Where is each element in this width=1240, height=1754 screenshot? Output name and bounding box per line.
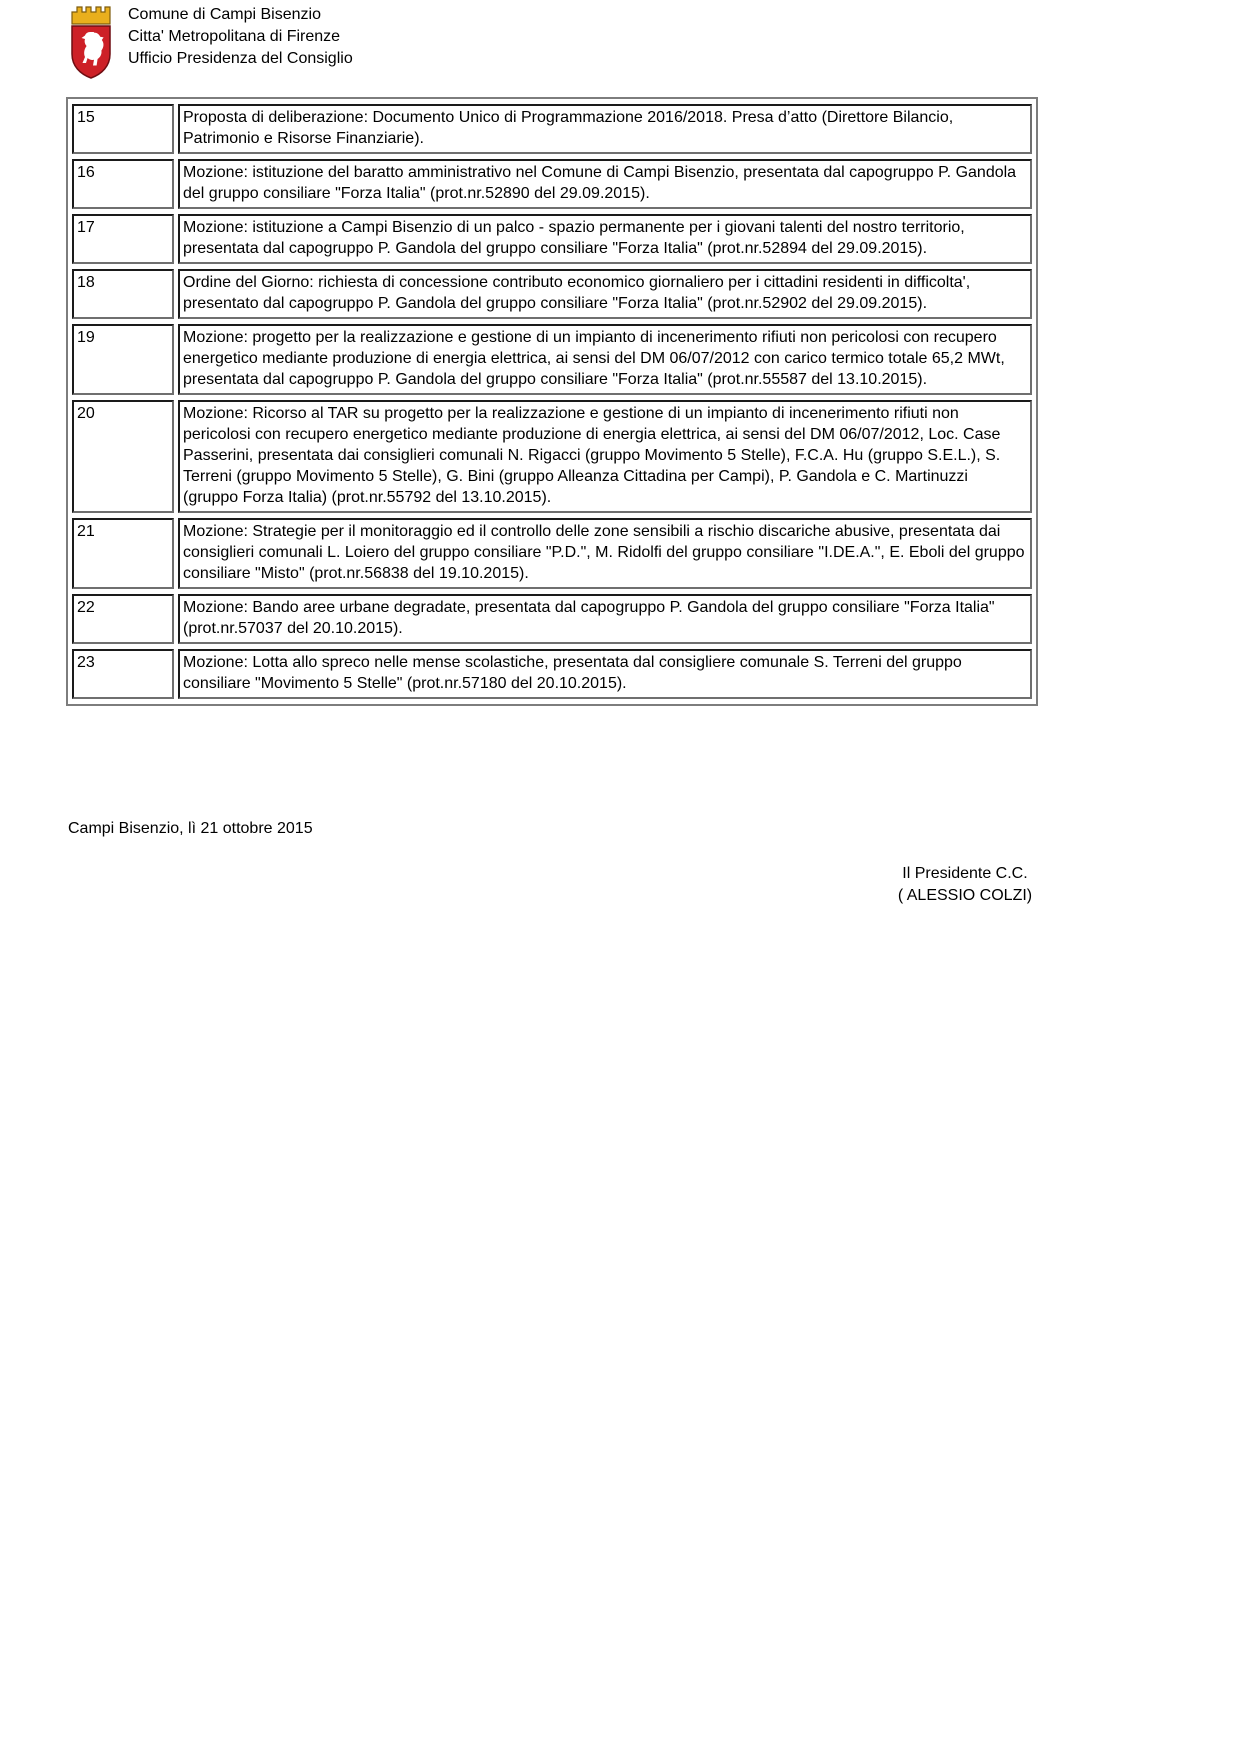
item-text: Mozione: Bando aree urbane degradate, presentata dal capogruppo P. Gandola del gruppo consiliare "Forza Italia" (prot.nr.57037 del 20.10.2015). (178, 594, 1032, 644)
org-line-1: Comune di Campi Bisenzio (128, 6, 321, 23)
item-text: Mozione: istituzione a Campi Bisenzio di un palco - spazio permanente per i giovani talenti del nostro territorio, presentata dal capogruppo P. Gandola del gruppo consiliare "Forza Italia" (prot.nr.52894 del 29.09.2015). (178, 214, 1032, 264)
org-line-3: Ufficio Presidenza del Consiglio (128, 50, 353, 67)
table-row (72, 159, 1032, 209)
item-number: 16 (72, 159, 174, 209)
table-row (72, 324, 1032, 395)
item-number: 22 (72, 594, 174, 644)
item-number: 23 (72, 649, 174, 699)
signature-title: Il Presidente C.C. (902, 865, 1028, 882)
org-header (128, 2, 353, 70)
agenda-table (66, 97, 1038, 706)
letterhead (68, 2, 1240, 80)
item-number: 20 (72, 400, 174, 513)
item-text: Proposta di deliberazione: Documento Unico di Programmazione 2016/2018. Presa d’atto (Direttore Bilancio, Patrimonio e Risorse Finanziarie). (178, 104, 1032, 154)
item-text: Mozione: progetto per la realizzazione e gestione di un impianto di incenerimento rifiuti non pericolosi con recupero energetico mediante produzione di energia elettrica, ai sensi del DM 06/07/2012 con carico termico totale 65,2 MWt, presentata dal capogruppo P. Gandola del gruppo consiliare "Forza Italia" (prot.nr.55587 del 13.10.2015). (178, 324, 1032, 395)
table-row (72, 269, 1032, 319)
item-number: 17 (72, 214, 174, 264)
table-row (72, 104, 1032, 154)
org-line-2: Citta' Metropolitana di Firenze (128, 28, 341, 45)
item-text: Mozione: Strategie per il monitoraggio ed il controllo delle zone sensibili a rischio discariche abusive, presentata dai consiglieri comunali L. Loiero del gruppo consiliare "P.D.", M. Ridolfi del gruppo consiliare "I.DE.A.", E. Eboli del gruppo consiliare "Misto" (prot.nr.56838 del 19.10.2015). (178, 518, 1032, 589)
item-text: Mozione: Lotta allo spreco nelle mense scolastiche, presentata dal consigliere comunale S. Terreni del gruppo consiliare "Movimento 5 Stelle" (prot.nr.57180 del 20.10.2015). (178, 649, 1032, 699)
signature-block (835, 863, 1095, 907)
item-number: 15 (72, 104, 174, 154)
table-row (72, 518, 1032, 589)
table-row (72, 214, 1032, 264)
item-text: Mozione: Ricorso al TAR su progetto per la realizzazione e gestione di un impianto di incenerimento rifiuti non pericolosi con recupero energetico mediante produzione di energia elettrica, ai sensi del DM 06/07/2012, Loc. Case Passerini, presentata dai consiglieri comunali N. Rigacci (gruppo Movimento 5 Stelle), F.C.A. Hu (gruppo S.E.L.), S. Terreni (gruppo Movimento 5 Stelle), G. Bini (gruppo Alleanza Cittadina per Campi), P. Gandola e C. Martinuzzi (gruppo Forza Italia) (prot.nr.55792 del 13.10.2015). (178, 400, 1032, 513)
item-number: 21 (72, 518, 174, 589)
coat-of-arms (68, 2, 114, 80)
item-text: Mozione: istituzione del baratto amministrativo nel Comune di Campi Bisenzio, presentata dal capogruppo P. Gandola del gruppo consiliare "Forza Italia" (prot.nr.52890 del 29.09.2015). (178, 159, 1032, 209)
dateline: Campi Bisenzio, lì 21 ottobre 2015 (68, 820, 313, 837)
mural-crown-icon (72, 7, 110, 24)
table-row (72, 649, 1032, 699)
table-row (72, 594, 1032, 644)
table-row (72, 400, 1032, 513)
item-text: Ordine del Giorno: richiesta di concessione contributo economico giornaliero per i cittadini residenti in difficolta', presentato dal capogruppo P. Gandola del gruppo consiliare "Forza Italia" (prot.nr.52902 del 29.09.2015). (178, 269, 1032, 319)
item-number: 19 (72, 324, 174, 395)
signature-name: ( ALESSIO COLZI) (897, 887, 1033, 904)
item-number: 18 (72, 269, 174, 319)
coat-of-arms-graphic (68, 2, 114, 80)
